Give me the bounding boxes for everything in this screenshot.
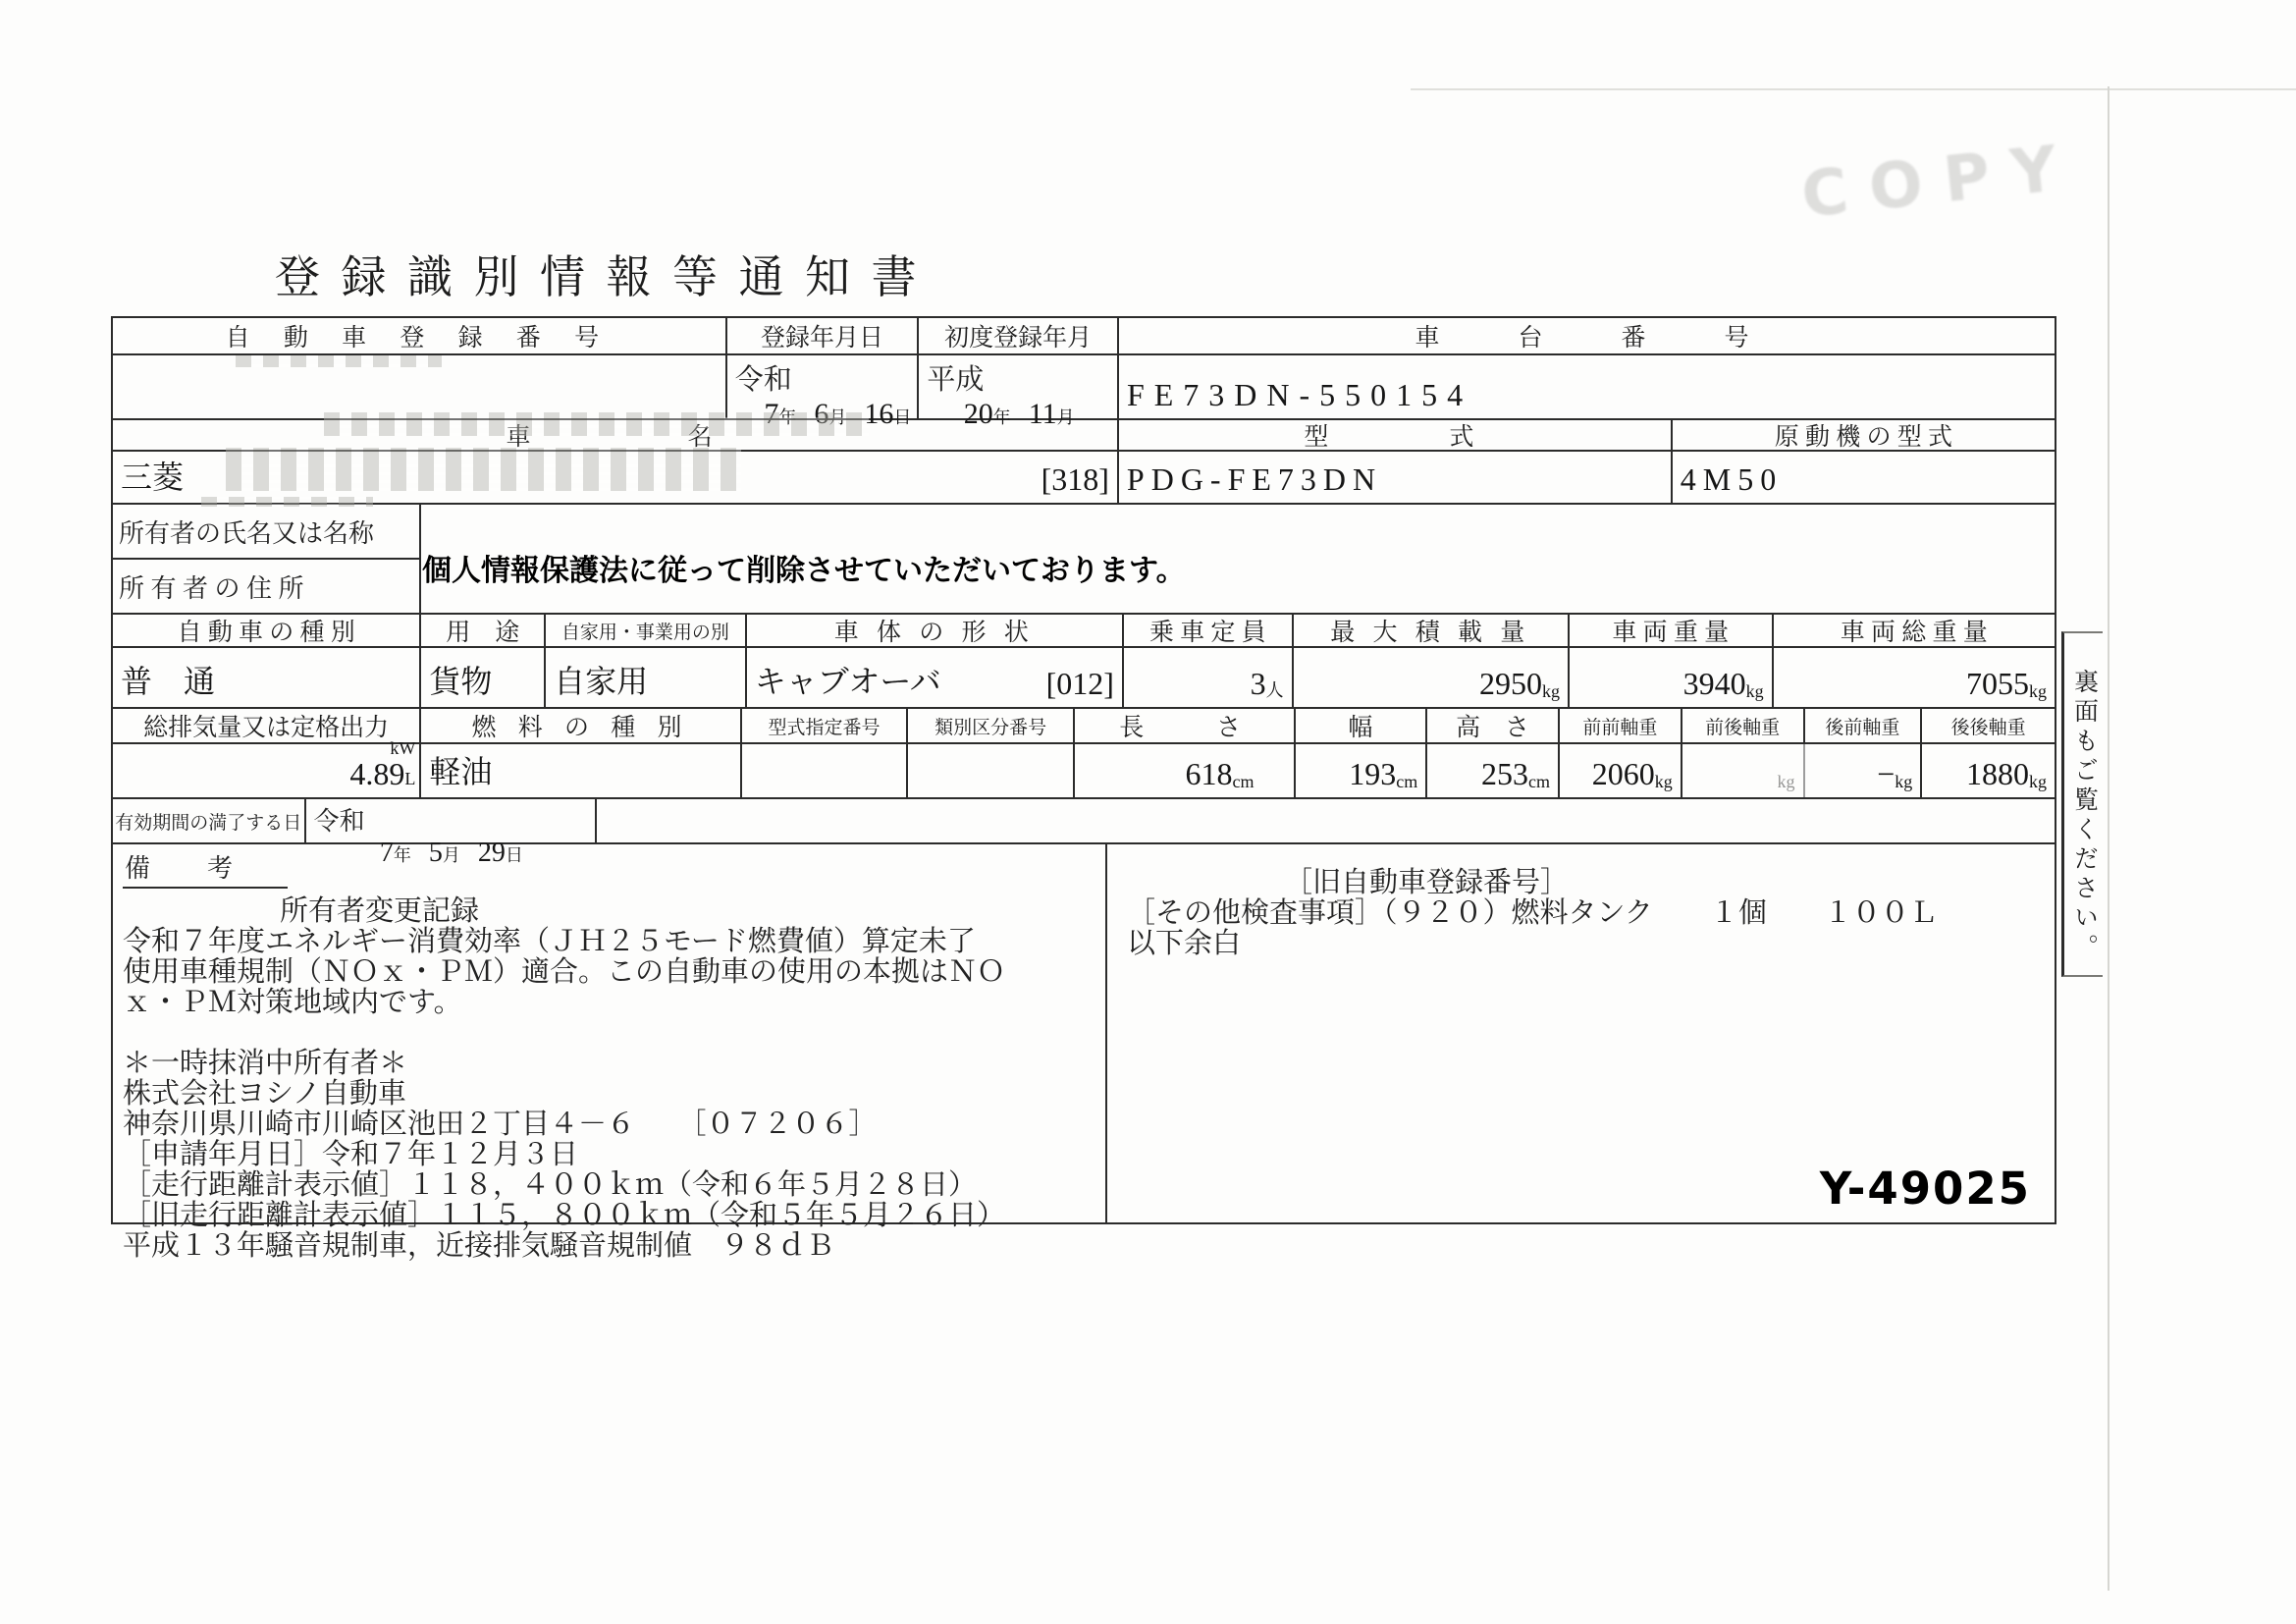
header-first-registration-date: 初度登録年月 <box>919 318 1119 353</box>
owner-labels <box>113 505 421 613</box>
remarks-line: 神奈川県川崎市川崎区池田２丁目４－６ ［０７２０６］ <box>123 1109 878 1140</box>
header-vehicle-weight: 車 両 重 量 <box>1570 615 1774 646</box>
displacement-kw-unit: kW <box>390 738 416 758</box>
value-vehicle-weight: 3940 kg <box>1570 648 1774 707</box>
header-expiry-date: 有効期間の満了する日 <box>113 799 306 842</box>
remarks-line: 株式会社ヨシノ自動車 <box>123 1078 406 1110</box>
header-body-shape: 車 体 の 形 状 <box>747 615 1124 646</box>
remarks-right-lines <box>1107 844 2055 959</box>
row-values-vehicle-class <box>113 648 2055 709</box>
document-title: 登 録 識 別 情 報 等 通 知 書 <box>275 252 922 302</box>
expiry-value: 7年 5月 29日 <box>379 838 523 868</box>
value-private-business: 自家用 <box>546 648 747 707</box>
remarks-line: ［走行距離計表示値］１１８，４００ｋｍ（令和６年５月２８日） <box>123 1169 978 1201</box>
value-axle-rear-rear: 1880 kg <box>1966 756 2047 791</box>
header-model: 型 式 <box>1119 420 1673 450</box>
side-note-box <box>2061 631 2103 977</box>
header-class-number: 類別区分番号 <box>908 709 1075 742</box>
first-registration-value: 20年 11月 <box>963 398 1075 430</box>
privacy-redaction-note: 個人情報保護法に従って削除させていただいております。 <box>422 554 1186 588</box>
header-length: 長 さ <box>1075 709 1296 742</box>
header-car-name: 車 名 <box>113 420 1119 450</box>
remarks-left-cell <box>113 844 1107 1262</box>
remarks-line: ［旧走行距離計表示値］１１５，８００ｋｍ（令和５年５月２６日） <box>123 1200 1006 1231</box>
redaction-smudge <box>201 497 373 507</box>
redaction-smudge <box>226 448 741 491</box>
value-type-designation-number <box>742 744 909 797</box>
header-axle-front-front: 前前軸重 <box>1560 709 1682 742</box>
header-private-business: 自家用・事業用の別 <box>546 615 747 646</box>
value-axle-front-front: 2060 kg <box>1560 744 1682 797</box>
header-axle-rear-rear: 後後軸重 <box>1950 717 2026 738</box>
value-axle-front-rear: kg <box>1682 744 1805 797</box>
header-gross-weight: 車 両 総 重 量 <box>1840 620 1988 646</box>
header-fuel-type: 燃 料 の 種 別 <box>421 709 741 742</box>
expiry-era: 令和 <box>313 807 365 836</box>
value-body-shape: キャブオーバ <box>754 664 941 699</box>
remarks-line: 令和７年度エネルギー消費効率（ＪＨ２５モード燃費値）算定未了 <box>123 926 976 957</box>
value-use: 貨物 <box>421 648 546 707</box>
header-vehicle-kind: 自 動 車 の 種 別 <box>113 615 421 646</box>
value-registration-date <box>727 355 920 430</box>
header-max-load: 最 大 積 載 量 <box>1294 615 1570 646</box>
value-body-code: [012] <box>1045 666 1114 701</box>
value-class-number <box>908 744 1075 797</box>
header-registration-number: 自 動 車 登 録 番 号 <box>113 318 727 353</box>
row-expiry <box>113 799 2055 868</box>
row-values-dimensions <box>113 738 2055 799</box>
scan-artifact-vertical-line <box>2108 86 2109 1591</box>
remarks-line: ［その他検査事項］（９２０）燃料タンク １個 １００Ｌ <box>1126 897 1938 929</box>
redaction-smudge <box>324 412 869 436</box>
value-displacement-cell <box>113 738 421 797</box>
row-header-vehicle-class <box>113 615 2055 648</box>
value-width: 193 cm <box>1296 744 1428 797</box>
header-chassis-number: 車 台 番 号 <box>1415 325 1759 352</box>
header-height: 高 さ <box>1427 709 1560 742</box>
value-first-registration-date <box>919 355 1119 430</box>
value-car-name: 三菱 <box>121 460 185 495</box>
registration-date-era: 令和 <box>734 364 792 396</box>
header-owner-name: 所有者の氏名又は名称 <box>113 505 419 560</box>
value-engine-model-cell <box>1673 452 2055 503</box>
value-fuel-type: 軽油 <box>421 744 741 797</box>
remarks-line: ｘ・ＰＭ対策地域内です。 <box>123 987 462 1018</box>
header-displacement: 総排気量又は定格出力 <box>113 709 421 742</box>
header-axle-front-rear: 前後軸重 <box>1682 709 1805 742</box>
value-engine-model: 4M50 <box>1680 461 1784 497</box>
value-model-cell <box>1119 452 1673 503</box>
header-registration-date: 登録年月日 <box>727 318 920 353</box>
remarks-line: 使用車種規制（ＮＯｘ・ＰＭ）適合。この自動車の使用の本拠はＮＯ <box>123 956 1006 988</box>
first-registration-era: 平成 <box>927 364 985 396</box>
value-model-prefix: [318] <box>1041 461 1109 497</box>
reference-code: Y-49025 <box>1819 1163 2031 1215</box>
value-length: 618 cm <box>1075 744 1296 797</box>
remarks-line: ［旧自動車登録番号］ <box>1283 867 1569 898</box>
remarks-line: ＊一時抹消中所有者＊ <box>123 1048 408 1079</box>
scan-artifact-horizontal-line <box>1411 88 2296 90</box>
copy-watermark: COPY <box>1797 131 2082 233</box>
value-axle-rear-front: − kg <box>1805 744 1923 797</box>
redaction-smudge <box>236 355 442 367</box>
row-remarks <box>113 844 2055 1262</box>
remarks-line: 以下余白 <box>1126 928 1241 959</box>
value-chassis-number: FE73DN-550154 <box>1126 377 1473 412</box>
value-gross-weight: 7055 kg <box>1966 666 2047 701</box>
value-height: 253 cm <box>1427 744 1560 797</box>
header-engine-model: 原 動 機 の 型 式 <box>1774 424 1953 450</box>
value-max-load: 2950 kg <box>1294 648 1570 707</box>
remarks-line <box>123 1018 1097 1049</box>
header-width: 幅 <box>1296 709 1428 742</box>
value-model: PDG-FE73DN <box>1126 461 1383 497</box>
remarks-right-cell <box>1107 844 2055 1222</box>
expiry-empty-area <box>597 799 2055 842</box>
remarks-line: ［申請年月日］令和７年１２月３日 <box>123 1139 579 1170</box>
value-seating-capacity: 3 人 <box>1124 648 1294 707</box>
value-body-shape-cell <box>747 648 1124 707</box>
remarks-line: 所有者変更記録 <box>280 895 480 927</box>
header-use: 用 途 <box>421 615 546 646</box>
header-owner-address: 所 有 者 の 住 所 <box>119 573 304 603</box>
header-type-designation-number: 型式指定番号 <box>742 709 909 742</box>
registration-date-value: 7年 6月 16日 <box>764 398 912 430</box>
row-header-registration <box>113 318 2055 355</box>
value-expiry-date <box>306 799 597 868</box>
side-note-text: 裏面もご覧ください。 <box>2070 669 2098 963</box>
value-displacement: 4.89L <box>349 756 416 791</box>
remarks-label: 備 考 <box>123 848 288 889</box>
header-axle-rear-front: 後前軸重 <box>1805 709 1923 742</box>
value-vehicle-kind: 普 通 <box>113 648 421 707</box>
header-seating-capacity: 乗 車 定 員 <box>1124 615 1294 646</box>
remarks-line: 平成１３年騒音規制車，近接排気騒音規制値 ９８ｄＢ <box>123 1230 835 1262</box>
